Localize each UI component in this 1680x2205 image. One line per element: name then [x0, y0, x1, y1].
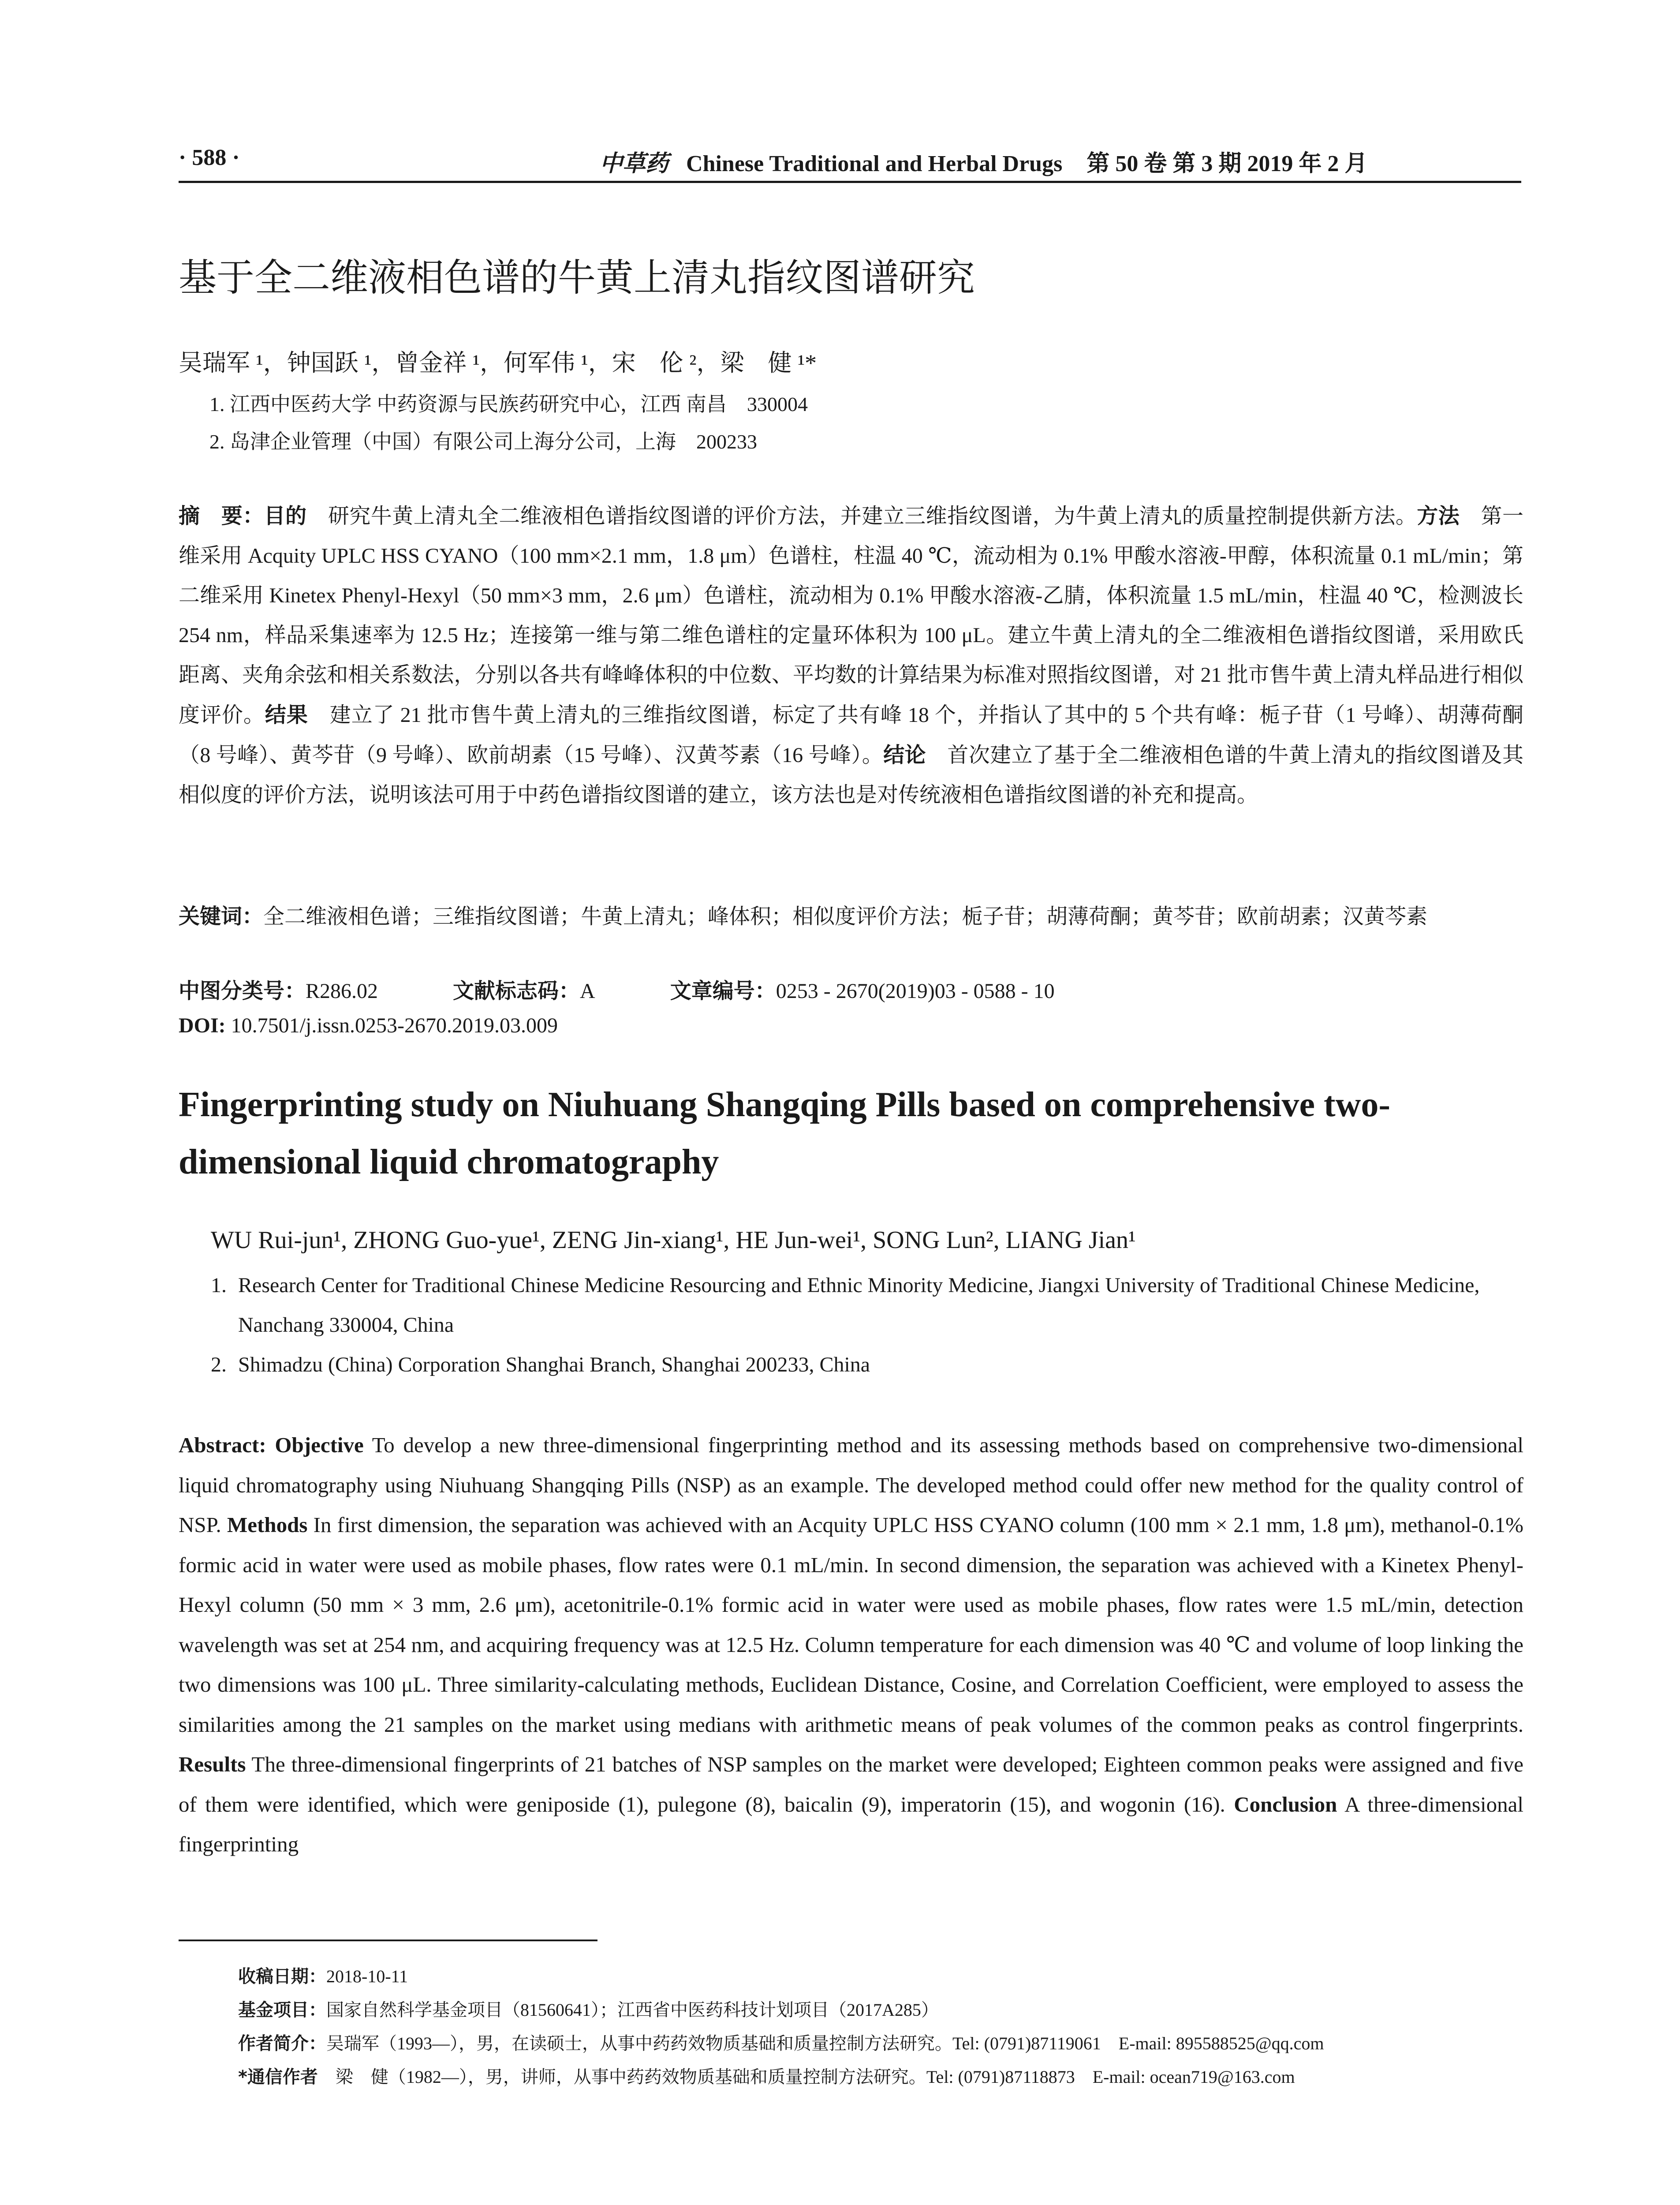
- affiliation-number: 1.: [211, 1274, 227, 1297]
- results-label: 结果: [265, 703, 308, 727]
- objective-label: 目的: [264, 504, 307, 528]
- doc-code-value: A: [580, 979, 595, 1003]
- chinese-keywords: [179, 897, 1523, 936]
- footnote-rule: [179, 1940, 597, 1941]
- conclusion-label: 结论: [883, 743, 926, 767]
- footnote-label: 基金项目：: [238, 2000, 326, 2020]
- footnote-label: 作者简介：: [238, 2033, 326, 2054]
- en-results-text: The three-dimensional fingerprints of 21 batches of NSP samples on the market were developed; Eighteen common peaks were assigned and five of them were identified, which were geniposide (1), pulegone (8), baicalin (9), imperatorin (15), and wogonin (16).: [179, 1752, 1523, 1816]
- english-authors: WU Rui-jun¹, ZHONG Guo-yue¹, ZENG Jin-xiang¹, HE Jun-wei¹, SONG Lun², LIANG Jian¹: [211, 1226, 1136, 1254]
- footnote-corresponding: [238, 2063, 1295, 2088]
- footnote-author-bio: [238, 2029, 1324, 2055]
- en-results-label: Results: [179, 1752, 246, 1776]
- english-abstract: [179, 1425, 1523, 1865]
- english-affiliation-1: [211, 1266, 1525, 1345]
- journal-name: Chinese Traditional and Herbal Drugs: [686, 151, 1063, 176]
- issue-info: 第 50 卷 第 3 期 2019 年 2 月: [1086, 151, 1368, 176]
- clc-value: R286.02: [306, 979, 378, 1003]
- keywords-label: 关键词：: [179, 904, 264, 929]
- footnote-text: 梁 健（1982—），男，讲师，从事中药药效物质基础和质量控制方法研究。Tel: (0791)87118873 E-mail: ocean719@163.com: [317, 2067, 1295, 2087]
- doi-value[interactable]: 10.7501/j.issn.0253-2670.2019.03.009: [225, 1014, 558, 1037]
- footnote-text: 2018-10-11: [326, 1966, 408, 1986]
- chinese-authors: 吴瑞军 ¹，钟国跃 ¹，曾金祥 ¹，何军伟 ¹，宋 伦 ²，梁 健 ¹*: [179, 350, 817, 376]
- doi-label: DOI:: [179, 1014, 226, 1037]
- article-no-label: 文章编号：: [670, 979, 776, 1003]
- journal-header: [600, 145, 1367, 178]
- en-conclusion-text: A three-dimensional fingerprinting: [179, 1792, 1523, 1856]
- en-methods-label: Methods: [227, 1513, 308, 1537]
- chinese-abstract: [179, 496, 1523, 815]
- affiliation-text: Shimadzu (China) Corporation Shanghai Branch, Shanghai 200233, China: [238, 1353, 870, 1376]
- objective-text: 研究牛黄上清丸全二维液相色谱指纹图谱的评价方法，并建立三维指纹图谱，为牛黄上清丸的质量控制提供新方法。: [306, 505, 1417, 528]
- footnote-received: [238, 1962, 408, 1988]
- chinese-affiliation-2: 2. 岛津企业管理（中国）有限公司上海分公司，上海 200233: [209, 430, 757, 453]
- abstract-label: 摘 要：: [179, 504, 264, 528]
- en-methods-text: In first dimension, the separation was achieved with an Acquity UPLC HSS CYANO column (100 mm × 2.1 mm, 1.8 μm), methanol-0.1% formic acid in water were used as mobile phases, flow rates were 0.1 mL/min. In second dimension, the separation was achieved with a Kinetex Phenyl-Hexyl column (50 mm × 3 mm, 2.6 μm), acetonitrile-0.1% formic acid in water were used as mobile phases, flow rates were 1.5 mL/min, detection wavelength was set at 254 nm, and acquiring frequency was at 12.5 Hz. Column temperature for each dimension was 40 ℃ and volume of loop linking the two dimensions was 100 μL. Three similarity-calculating methods, Euclidean Distance, Cosine, and Correlation Coefficient, were employed to assess the similarities among the 21 samples on the market using medians with arithmetic means of peak volumes of the common peaks as control fingerprints.: [179, 1513, 1523, 1737]
- chinese-title: 基于全二维液相色谱的牛黄上清丸指纹图谱研究: [179, 256, 975, 300]
- methods-label: 方法: [1417, 504, 1460, 528]
- keywords-text: 全二维液相色谱；三维指纹图谱；牛黄上清丸；峰体积；相似度评价方法；栀子苷；胡薄荷酮；黄芩苷；欧前胡素；汉黄芩素: [263, 905, 1428, 928]
- classification-line: [179, 974, 1055, 1004]
- article-no-value: 0253 - 2670(2019)03 - 0588 - 10: [776, 979, 1055, 1003]
- english-title: Fingerprinting study on Niuhuang Shangqing Pills based on comprehensive two-dimensional liquid chromatography: [179, 1085, 1391, 1181]
- affiliation-number: 2.: [211, 1353, 227, 1376]
- en-conclusion-label: Conclusion: [1234, 1792, 1337, 1816]
- english-affiliation-2: [211, 1345, 1525, 1385]
- en-abstract-label: Abstract: Objective: [179, 1433, 364, 1457]
- footnote-label: *通信作者: [238, 2067, 318, 2087]
- footnote-funding: [238, 1996, 939, 2021]
- results-text: 建立了 21 批市售牛黄上清丸的三维指纹图谱，标定了共有峰 18 个，并指认了其中的 5 个共有峰：栀子苷（1 号峰）、胡薄荷酮（8 号峰）、黄芩苷（9 号峰）、欧前胡素（15 号峰）、汉黄芩素（16 号峰）。: [179, 703, 1523, 767]
- running-header: [179, 140, 1521, 183]
- footnote-label: 收稿日期：: [238, 1966, 326, 1987]
- conclusion-text: 首次建立了基于全二维液相色谱的牛黄上清丸的指纹图谱及其相似度的评价方法，说明该法可用于中药色谱指纹图谱的建立，该方法也是对传统液相色谱指纹图谱的补充和提高。: [179, 744, 1523, 807]
- journal-logo: 中草药: [600, 150, 669, 177]
- page-number: · 588 ·: [179, 145, 240, 170]
- doi-line: [179, 1013, 558, 1038]
- doc-code-label: 文献标志码：: [453, 979, 580, 1003]
- en-objective-text: To develop a new three-dimensional fingerprinting method and its assessing methods based on comprehensive two-dimensional liquid chromatography using Niuhuang Shangqing Pills (NSP) as an example. The developed method could offer new method for the quality control of NSP.: [179, 1433, 1523, 1537]
- methods-text: 第一维采用 Acquity UPLC HSS CYANO（100 mm×2.1 mm，1.8 μm）色谱柱，柱温 40 ℃，流动相为 0.1% 甲酸水溶液-甲醇，体积流量 0.1 mL/min；第二维采用 Kinetex Phenyl-Hexyl（50 mm×3 mm，2.6 μm）色谱柱，流动相为 0.1% 甲酸水溶液-乙腈，体积流量 1.5 mL/min，柱温 40 ℃，检测波长 254 nm，样品采集速率为 12.5 Hz；连接第一维与第二维色谱柱的定量环体积为 100 μL。建立牛黄上清丸的全二维液相色谱指纹图谱，采用欧氏距离、夹角余弦和相关系数法，分别以各共有峰峰体积的中位数、平均数的计算结果为标准对照指纹图谱，对 21 批市售牛黄上清丸样品进行相似度评价。: [179, 505, 1523, 727]
- affiliation-text: Research Center for Traditional Chinese Medicine Resourcing and Ethnic Minority Medicine, Jiangxi University of Traditional Chinese Medicine, Nanchang 330004, China: [238, 1274, 1480, 1337]
- footnote-text: 吴瑞军（1993—），男，在读硕士，从事中药药效物质基础和质量控制方法研究。Tel: (0791)87119061 E-mail: 895588525@qq.com: [326, 2033, 1324, 2053]
- footnote-text: 国家自然科学基金项目（81560641）；江西省中医药科技计划项目（2017A285）: [326, 2000, 939, 2020]
- clc-label: 中图分类号：: [179, 979, 306, 1003]
- chinese-affiliation-1: 1. 江西中医药大学 中药资源与民族药研究中心，江西 南昌 330004: [209, 393, 808, 415]
